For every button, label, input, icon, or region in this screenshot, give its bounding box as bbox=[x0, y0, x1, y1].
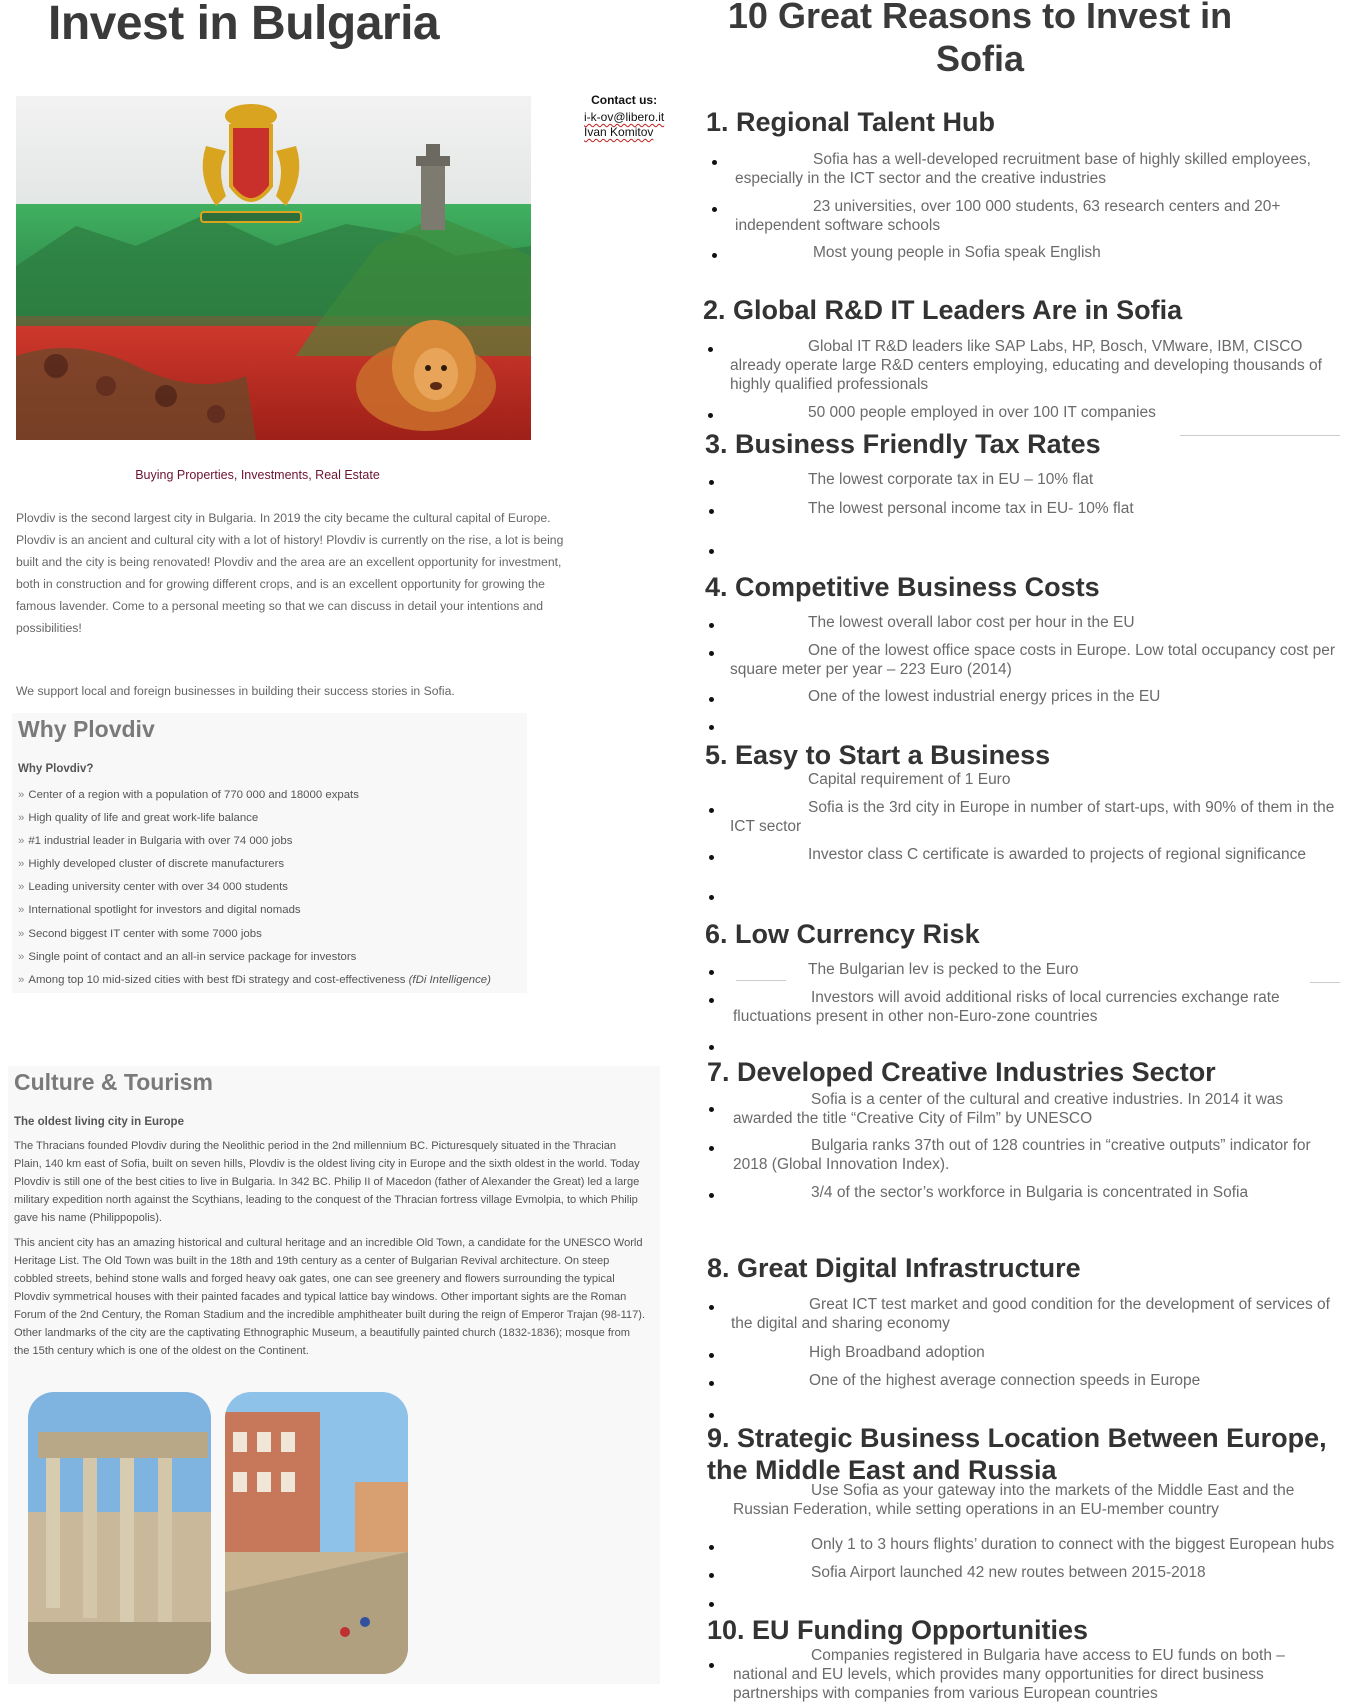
bulgaria-flag-collage bbox=[16, 96, 531, 440]
reason-5-bullet-3: Investor class C certificate is awarded to projects of regional significance bbox=[808, 846, 1306, 863]
culture-paragraph-2: This ancient city has an amazing historical and cultural heritage and an incredible Old Town, a candidate for the UNESCO World Heritage List. The Old Town was built in the 18th and 19th century as a center of Bulgarian Revival architecture. On steep cobbled streets, behind stone walls and forged heavy oak gates, one can see greenery and flowers surrounding the typical Plovdiv symmetrical houses with their painted facades and typical lattice bay windows. Other important sights are the Roman Forum of the 2nd Century, the Roman Stadium and the incredible amphitheater built during the reign of Emperor Trajan (98-117). Other landmarks of the city are the captivating Ethnographic Museum, a beautifully painted church (1832-1836); mosque from the 15th century which is one of the oldest on the Continent. bbox=[14, 1237, 646, 1357]
contact-email[interactable]: i-k-ov@libero.it bbox=[584, 110, 665, 124]
reason-1-bullet-3: Most young people in Sofia speak English bbox=[813, 244, 1101, 261]
list-item: » Among top 10 mid-sized cities with best fDi strategy and cost-effectiveness (fDi Intelligence) bbox=[18, 973, 491, 986]
reason-1-heading: 1. Regional Talent Hub bbox=[706, 107, 996, 137]
flag-collage-art bbox=[16, 96, 531, 440]
culture-tourism-panel bbox=[8, 1066, 660, 1684]
support-paragraph: We support local and foreign businesses in building their success stories in Sofia. bbox=[16, 684, 455, 698]
reason-4-heading: 4. Competitive Business Costs bbox=[705, 572, 1100, 602]
bullet-dot bbox=[709, 1545, 714, 1550]
reason-3-heading: 3. Business Friendly Tax Rates bbox=[705, 429, 1101, 459]
reason-5-bullet-1: Capital requirement of 1 Euro bbox=[808, 771, 1011, 788]
why-plovdiv-title: Why Plovdiv bbox=[18, 716, 155, 742]
bullet-dot bbox=[709, 1146, 714, 1151]
page-title: Invest in Bulgaria bbox=[48, 0, 440, 50]
intro-paragraph: Plovdiv is the second largest city in Bulgaria. In 2019 the city became the cultural capital of Europe. Plovdiv is an ancient and cultural city with a lot of history! Plovdiv is currently on the rise, a lot is being built and the city is being renovated! Plovdiv and the area are an excellent opportunity for investment, both in construction and for growing different crops, and is an excellent opportunity for growing the famous lavender. Come to a personal meeting so that we can discuss in detail your intentions and possibilities! bbox=[16, 511, 564, 635]
list-item: » International spotlight for investors and digital nomads bbox=[18, 904, 301, 917]
list-item: » Highly developed cluster of discrete manufacturers bbox=[18, 858, 285, 871]
contact-name: Ivan Komitov bbox=[584, 125, 654, 139]
bullet-dot bbox=[709, 970, 714, 975]
bullet-dot bbox=[709, 998, 714, 1003]
contact-block bbox=[584, 93, 664, 140]
reason-8-heading: 8. Great Digital Infrastructure bbox=[707, 1253, 1081, 1283]
why-plovdiv-subtitle: Why Plovdiv? bbox=[18, 763, 94, 775]
reason-4-bullet-2: One of the lowest office space costs in Europe. Low total occupancy cost per square meter per year – 223 Euro (2014) bbox=[730, 642, 1336, 678]
reason-4-bullet-1: The lowest overall labor cost per hour in the EU bbox=[808, 614, 1135, 631]
reason-10-bullet-1: Companies registered in Bulgaria have access to EU funds on both – national and EU levels, which provides many opportunities for direct business partnerships with companies from various European countries bbox=[733, 1647, 1285, 1702]
list-item: » #1 industrial leader in Bulgaria with over 74 000 jobs bbox=[18, 835, 293, 848]
culture-paragraph-1: The Thracians founded Plovdiv during the Neolithic period in the 2nd millennium BC. Picturesquely situated in the Thracian Plain, 140 km east of Sofia, built on seven hills, Plovdiv is the oldest living city in Europe and the sixth oldest in the world. Today Plovdiv is still one of the best cities to live in Bulgaria. In 342 BC. Philip II of Macedon (father of Alexander the Great) led a large military expedition north against the Scythians, leading to the conquest of the Thracian fortress village Evmolpia, to which Philip gave his name (Philippopolis). bbox=[14, 1140, 640, 1224]
bullet-dot bbox=[709, 1663, 714, 1668]
culture-tourism-title: Culture & Tourism bbox=[14, 1069, 213, 1095]
reason-10-heading: 10. EU Funding Opportunities bbox=[707, 1615, 1088, 1645]
bullet-dot bbox=[709, 549, 714, 554]
contact-label: Contact us: bbox=[591, 93, 658, 107]
reason-9-bullet-1: Use Sofia as your gateway into the markets of the Middle East and the Russian Federation, while setting operations in an EU-member country bbox=[733, 1482, 1295, 1518]
bullet-dot bbox=[709, 1305, 714, 1310]
reason-7-bullet-3: 3/4 of the sector’s workforce in Bulgaria is concentrated in Sofia bbox=[811, 1184, 1249, 1201]
list-item: » High quality of life and great work-life balance bbox=[18, 812, 259, 825]
list-item: » Single point of contact and an all-in service package for investors bbox=[18, 950, 357, 963]
reason-2-bullet-2: 50 000 people employed in over 100 IT companies bbox=[808, 404, 1156, 421]
reasons-title: 10 Great Reasons to Invest in Sofia bbox=[727, 0, 1233, 79]
bullet-dot bbox=[709, 480, 714, 485]
old-town-art bbox=[225, 1392, 408, 1674]
reason-3-bullet-2: The lowest personal income tax in EU- 10% flat bbox=[808, 500, 1134, 517]
divider bbox=[736, 980, 786, 981]
bullet-dot bbox=[709, 509, 714, 514]
bullet-dot bbox=[709, 725, 714, 730]
reason-3-bullet-1: The lowest corporate tax in EU – 10% flat bbox=[808, 471, 1094, 488]
bullet-dot bbox=[712, 207, 717, 212]
reason-2-heading: 2. Global R&D IT Leaders Are in Sofia bbox=[703, 295, 1183, 325]
bullet-dot bbox=[708, 413, 713, 418]
reason-9-bullet-3: Sofia Airport launched 42 new routes between 2015-2018 bbox=[811, 1564, 1206, 1581]
reason-7-bullet-2: Bulgaria ranks 37th out of 128 countries in “creative outputs” indicator for 2018 (Global Innovation Index). bbox=[733, 1137, 1311, 1173]
old-town-photo bbox=[225, 1392, 408, 1674]
reason-7-bullet-1: Sofia is a center of the cultural and creative industries. In 2014 it was awarded the title “Creative City of Film” by UNESCO bbox=[733, 1091, 1284, 1127]
reason-5-bullet-2: Sofia is the 3rd city in Europe in number of start-ups, with 90% of them in the ICT sector bbox=[730, 799, 1335, 835]
bullet-dot bbox=[712, 253, 717, 258]
reason-6-bullet-2: Investors will avoid additional risks of local currencies exchange rate fluctuations present in other non-Euro-zone countries bbox=[733, 989, 1280, 1025]
why-plovdiv-panel bbox=[12, 713, 527, 993]
tagline: Buying Properties, Investments, Real Estate bbox=[135, 468, 380, 482]
reason-1-bullet-1: Sofia has a well-developed recruitment base of highly skilled employees, especially in the ICT sector and the creative industries bbox=[735, 151, 1311, 187]
reason-8-bullet-2: High Broadband adoption bbox=[809, 1344, 985, 1361]
divider bbox=[1180, 435, 1340, 436]
roman-forum-art bbox=[28, 1392, 211, 1674]
reason-4-bullet-3: One of the lowest industrial energy prices in the EU bbox=[808, 688, 1161, 705]
bullet-dot bbox=[709, 895, 714, 900]
bullet-dot bbox=[709, 697, 714, 702]
reason-9-heading: 9. Strategic Business Location Between Europe, the Middle East and Russia bbox=[707, 1423, 1327, 1485]
reason-7-heading: 7. Developed Creative Industries Sector bbox=[707, 1057, 1216, 1087]
bullet-dot bbox=[709, 1413, 714, 1418]
reason-2-bullet-1: Global IT R&D leaders like SAP Labs, HP, Bosch, VMware, IBM, CISCO already operate large R&D centers employing, educating and developing thousands of highly qualified professionals bbox=[730, 338, 1322, 393]
bullet-dot bbox=[709, 1381, 714, 1386]
reason-6-bullet-1: The Bulgarian lev is pecked to the Euro bbox=[808, 961, 1079, 978]
list-item: » Second biggest IT center with some 7000 jobs bbox=[18, 927, 262, 940]
bullet-dot bbox=[709, 855, 714, 860]
roman-forum-photo bbox=[28, 1392, 211, 1674]
culture-subtitle: The oldest living city in Europe bbox=[14, 1116, 184, 1128]
bullet-dot bbox=[709, 1193, 714, 1198]
reason-9-bullet-2: Only 1 to 3 hours flights’ duration to connect with the biggest European hubs bbox=[811, 1536, 1335, 1553]
reason-5-heading: 5. Easy to Start a Business bbox=[705, 740, 1051, 770]
bullet-dot bbox=[709, 623, 714, 628]
bullet-dot bbox=[709, 1353, 714, 1358]
divider bbox=[1310, 982, 1340, 983]
bullet-dot bbox=[708, 347, 713, 352]
bullet-dot bbox=[709, 651, 714, 656]
bullet-dot bbox=[709, 1107, 714, 1112]
reason-6-heading: 6. Low Currency Risk bbox=[705, 919, 980, 949]
bullet-dot bbox=[709, 1045, 714, 1050]
reason-8-bullet-3: One of the highest average connection speeds in Europe bbox=[809, 1372, 1201, 1389]
list-item: » Leading university center with over 34 000 students bbox=[18, 881, 288, 894]
bullet-dot bbox=[709, 1573, 714, 1578]
reason-8-bullet-1: Great ICT test market and good condition for the development of services of the digital and sharing economy bbox=[731, 1296, 1330, 1332]
reason-1-bullet-2: 23 universities, over 100 000 students, 63 research centers and 20+ independent software schools bbox=[735, 198, 1281, 234]
list-item: » Center of a region with a population of 770 000 and 18000 expats bbox=[18, 789, 359, 801]
bullet-dot bbox=[712, 160, 717, 165]
source-note: (fDi Intelligence) bbox=[408, 973, 491, 986]
bullet-dot bbox=[709, 808, 714, 813]
bullet-dot bbox=[709, 1602, 714, 1607]
why-plovdiv-list bbox=[18, 784, 491, 992]
